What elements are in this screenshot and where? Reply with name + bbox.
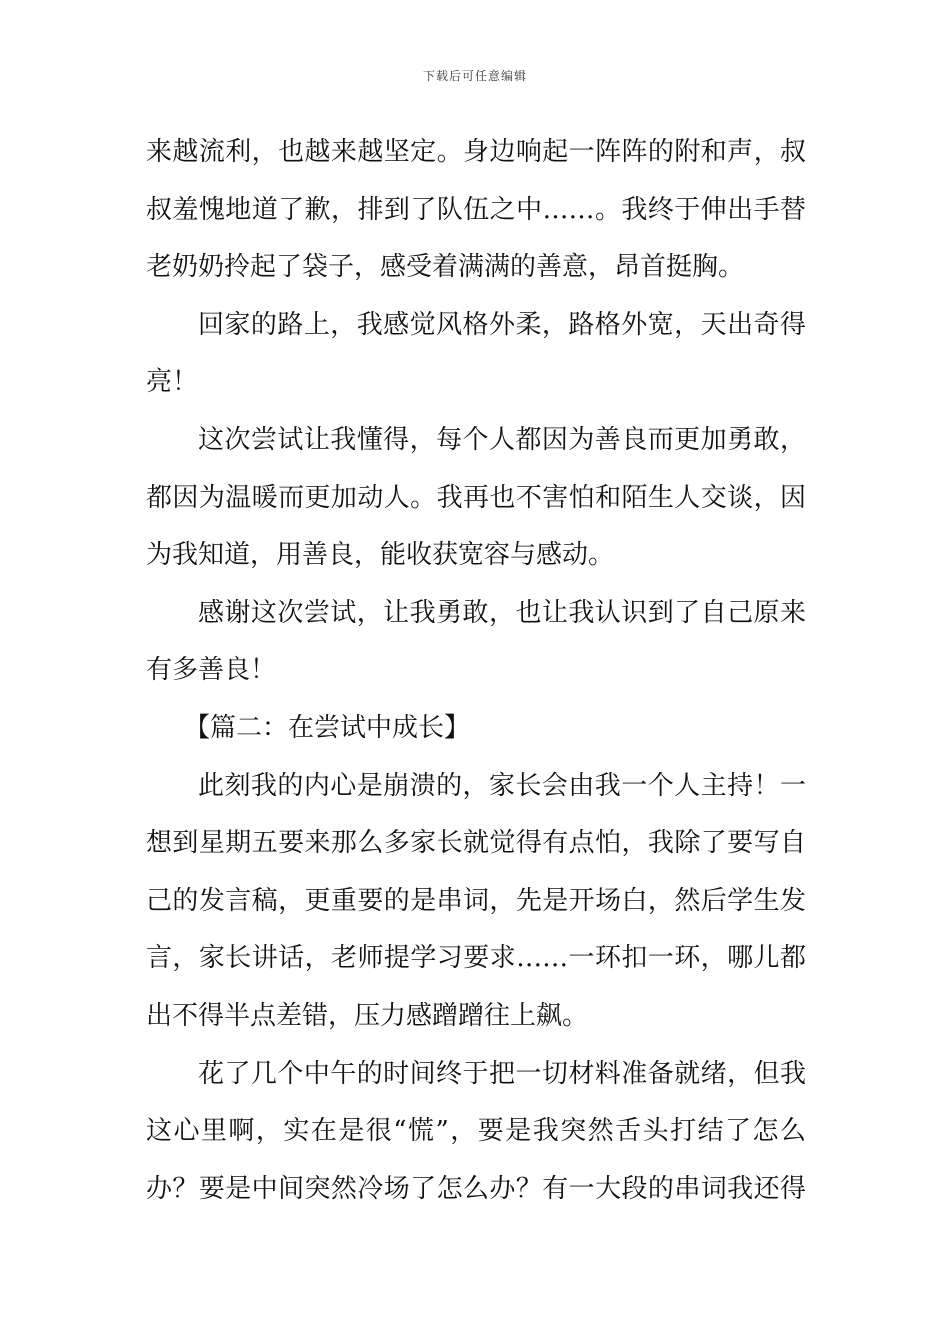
document-body xyxy=(146,124,806,1218)
text-line: 己的发言稿，更重要的是串词，先是开场白，然后学生发 xyxy=(146,885,806,916)
paragraph-start-line: 花了几个中午的时间终于把一切材料准备就绪，但我 xyxy=(198,1058,806,1089)
text-line: 有多善良！ xyxy=(146,655,277,686)
text-line: 言，家长讲话，老师提学习要求……一环扣一环，哪儿都 xyxy=(146,943,806,974)
text-line: 亮！ xyxy=(146,367,199,398)
text-line: 老奶奶拎起了袋子，感受着满满的善意，昂首挺胸。 xyxy=(146,252,745,283)
text-line: 这心里啊，实在是很“慌”，要是我突然舌头打结了怎么 xyxy=(146,1116,806,1147)
text-line: 来越流利，也越来越坚定。身边响起一阵阵的附和声，叔 xyxy=(146,137,806,167)
text-line: 办？要是中间突然冷场了怎么办？有一大段的串词我还得 xyxy=(146,1173,806,1204)
text-line: 想到星期五要来那么多家长就觉得有点怕，我除了要写自 xyxy=(146,828,806,859)
text-line: 叔羞愧地道了歉，排到了队伍之中……。我终于伸出手替 xyxy=(146,194,806,225)
paragraph-start-line: 感谢这次尝试，让我勇敢，也让我认识到了自己原来 xyxy=(198,597,806,628)
paragraph-start-line: 这次尝试让我懂得，每个人都因为善良而更加勇敢， xyxy=(198,424,806,455)
paragraph-start-line: 回家的路上，我感觉风格外柔，路格外宽，天出奇得 xyxy=(198,309,806,340)
text-line: 都因为温暖而更加动人。我再也不害怕和陌生人交谈，因 xyxy=(146,482,806,513)
text-line: 出不得半点差错，压力感蹭蹭往上飙。 xyxy=(146,1000,589,1031)
page-header: 下载后可任意编辑 xyxy=(422,69,527,83)
paragraph-start-line: 此刻我的内心是崩溃的，家长会由我一个人主持！一 xyxy=(198,770,806,801)
section-heading: 【篇二：在尝试中成长】 xyxy=(184,712,471,743)
text-line: 为我知道，用善良，能收获宽容与感动。 xyxy=(146,540,615,571)
